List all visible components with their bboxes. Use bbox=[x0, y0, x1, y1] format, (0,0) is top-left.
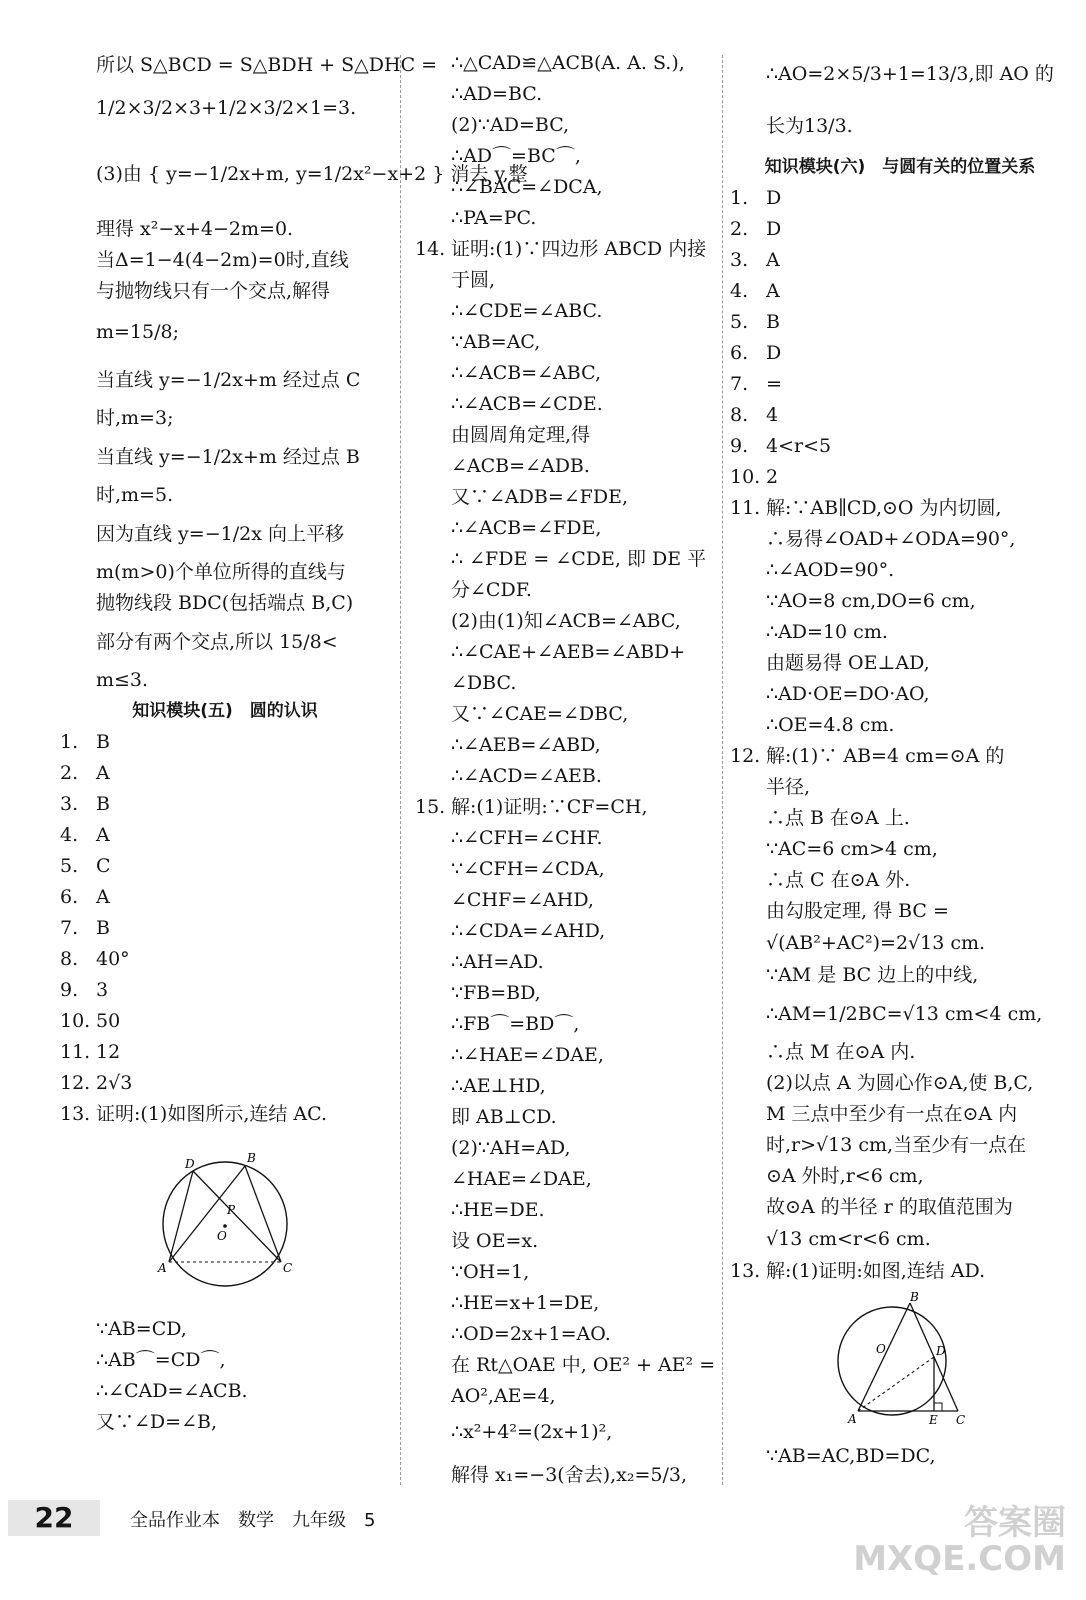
text-line bbox=[730, 586, 1070, 617]
line-text: 知识模块(五) 圆的认识 bbox=[132, 701, 318, 721]
figure-wrap bbox=[60, 1134, 390, 1314]
text-line bbox=[415, 110, 725, 141]
line-text: D bbox=[766, 218, 782, 240]
line-text: ∴∠CDA=∠AHD, bbox=[451, 920, 606, 942]
text-line bbox=[60, 882, 390, 913]
label-A: A bbox=[158, 1261, 167, 1275]
line-text: ∴HE=DE. bbox=[451, 1199, 545, 1221]
line-text: ∠CHF=∠AHD, bbox=[451, 889, 594, 911]
line-text: ∵AB=CD, bbox=[96, 1318, 187, 1340]
line-text: ∴点 C 在⊙A 外. bbox=[766, 869, 911, 891]
section-heading bbox=[730, 152, 1070, 183]
line-text: 长为13/3. bbox=[766, 115, 853, 137]
question-number: 1. bbox=[60, 731, 79, 753]
line-text: 又∵∠ADB=∠FDE, bbox=[451, 486, 629, 508]
text-line bbox=[60, 214, 390, 245]
watermark-line-2: MXQE.COM bbox=[853, 1539, 1066, 1579]
text-line bbox=[415, 1350, 725, 1381]
text-line bbox=[415, 451, 725, 482]
question-number: 14. bbox=[415, 238, 446, 260]
text-line bbox=[730, 369, 1070, 400]
line-text: ∵FB=BD, bbox=[451, 982, 541, 1004]
text-line bbox=[730, 1223, 1070, 1256]
text-line bbox=[415, 823, 725, 854]
question-number: 2. bbox=[730, 218, 749, 240]
label-E: E bbox=[929, 1413, 938, 1427]
text-line bbox=[730, 183, 1070, 214]
text-line bbox=[60, 820, 390, 851]
line-text: C bbox=[96, 855, 111, 877]
text-line bbox=[60, 1376, 390, 1407]
line-text: ∵OH=1, bbox=[451, 1261, 530, 1283]
text-line bbox=[60, 619, 390, 665]
text-line bbox=[60, 307, 390, 357]
question-number: 13. bbox=[730, 1260, 761, 1282]
text-line bbox=[730, 803, 1070, 834]
text-line bbox=[730, 245, 1070, 276]
line-text: ∴点 M 在⊙A 内. bbox=[766, 1041, 916, 1063]
line-text: ∵AB=AC, bbox=[451, 331, 541, 353]
text-line bbox=[730, 48, 1070, 100]
line-text: 当直线 y=−1/2x+m 经过点 C bbox=[96, 369, 361, 391]
text-line bbox=[730, 741, 1070, 772]
line-text: = bbox=[766, 373, 782, 395]
label-C: C bbox=[283, 1261, 293, 1275]
text-line bbox=[730, 307, 1070, 338]
line-text: ∴易得∠OAD+∠ODA=90°, bbox=[766, 528, 1016, 550]
line-text: ∴∠CAD=∠ACB. bbox=[96, 1380, 248, 1402]
line-text: ∴∠AEB=∠ABD, bbox=[451, 734, 601, 756]
line-text: (2)由(1)知∠ACB=∠ABC, bbox=[451, 610, 681, 632]
text-line bbox=[415, 1226, 725, 1257]
question-number: 9. bbox=[730, 435, 749, 457]
text-line bbox=[415, 1040, 725, 1071]
line-text: 50 bbox=[96, 1010, 121, 1032]
text-line bbox=[60, 944, 390, 975]
text-line bbox=[730, 276, 1070, 307]
text-line bbox=[60, 588, 390, 619]
label-D: D bbox=[936, 1344, 946, 1358]
line-text: ∴PA=PC. bbox=[451, 207, 537, 229]
text-line bbox=[730, 960, 1070, 991]
line-text: A bbox=[766, 280, 780, 302]
line-text: AO²,AE=4, bbox=[451, 1385, 556, 1407]
text-line bbox=[730, 431, 1070, 462]
text-line bbox=[60, 975, 390, 1006]
text-line bbox=[415, 606, 725, 637]
question-number: 4. bbox=[60, 824, 79, 846]
line-text: ∴点 B 在⊙A 上. bbox=[766, 807, 910, 829]
question-number: 11. bbox=[730, 497, 761, 519]
line-text: (2)∵AH=AD, bbox=[451, 1137, 571, 1159]
text-line bbox=[60, 434, 390, 480]
text-line bbox=[60, 1345, 390, 1376]
line-text: ∴AM=1/2BC=√13 cm<4 cm, bbox=[766, 1003, 1043, 1025]
column-3 bbox=[730, 48, 1070, 1472]
question-number: 8. bbox=[60, 948, 79, 970]
label-B: B bbox=[910, 1291, 919, 1304]
column-divider-1 bbox=[400, 55, 401, 1485]
text-line bbox=[415, 48, 725, 79]
line-text: 部分有两个交点,所以 15/8< bbox=[96, 631, 338, 653]
line-text: ∴AO=2×5/3+1=13/3,即 AO 的 bbox=[766, 63, 1054, 85]
line-text: 由勾股定理, 得 BC = bbox=[766, 900, 949, 922]
line-text: 抛物线段 BDC(包括端点 B,C) bbox=[96, 592, 354, 614]
line-text: ∴∠HAE=∠DAE, bbox=[451, 1044, 604, 1066]
text-line bbox=[415, 1452, 725, 1498]
text-line bbox=[60, 403, 390, 434]
text-line bbox=[415, 947, 725, 978]
line-text: ∴∠CFH=∠CHF. bbox=[451, 827, 603, 849]
line-text: A bbox=[766, 249, 780, 271]
text-line bbox=[730, 648, 1070, 679]
line-text: A bbox=[96, 886, 110, 908]
label-O: O bbox=[217, 1229, 227, 1243]
text-line bbox=[415, 327, 725, 358]
line-text: ∴∠BAC=∠DCA, bbox=[451, 176, 603, 198]
line-text: ∴ ∠FDE = ∠CDE, 即 DE 平 bbox=[451, 548, 707, 570]
text-line bbox=[415, 265, 725, 296]
text-line bbox=[415, 699, 725, 730]
line-text: ∴AH=AD. bbox=[451, 951, 544, 973]
text-line bbox=[415, 1319, 725, 1350]
label-P: P bbox=[227, 1203, 236, 1217]
text-line bbox=[415, 1195, 725, 1226]
line-text: m≤3. bbox=[96, 669, 149, 691]
line-text: ∴AD⌒=BC⌒, bbox=[451, 145, 581, 167]
text-line bbox=[60, 1314, 390, 1345]
text-line bbox=[730, 1068, 1070, 1099]
line-text: ⊙A 外时,r<6 cm, bbox=[766, 1165, 924, 1187]
line-text: 由圆周角定理,得 bbox=[451, 424, 591, 446]
line-text: 设 OE=x. bbox=[451, 1230, 539, 1252]
text-line bbox=[415, 203, 725, 234]
question-number: 15. bbox=[415, 796, 446, 818]
text-line bbox=[730, 1161, 1070, 1192]
question-number: 5. bbox=[730, 311, 749, 333]
text-line bbox=[415, 1164, 725, 1195]
text-line bbox=[415, 885, 725, 916]
question-number: 12. bbox=[60, 1072, 91, 1094]
line-text: 理得 x²−x+4−2m=0. bbox=[96, 218, 294, 240]
line-text: B bbox=[96, 917, 110, 939]
text-line bbox=[60, 913, 390, 944]
text-line bbox=[60, 276, 390, 307]
line-text: ∴AE⊥HD, bbox=[451, 1075, 546, 1097]
line-text: 时,m=3; bbox=[96, 407, 174, 429]
text-line bbox=[415, 1133, 725, 1164]
line-text: 分∠CDF. bbox=[451, 579, 532, 601]
text-line bbox=[415, 482, 725, 513]
text-line bbox=[60, 557, 390, 588]
text-line bbox=[60, 789, 390, 820]
text-line bbox=[415, 637, 725, 668]
line-text: ∠ACB=∠ADB. bbox=[451, 455, 590, 477]
line-text: 时,r>√13 cm,当至少有一点在 bbox=[766, 1134, 1027, 1156]
line-text: 当直线 y=−1/2x+m 经过点 B bbox=[96, 446, 360, 468]
text-line bbox=[730, 338, 1070, 369]
text-line bbox=[60, 758, 390, 789]
section-heading bbox=[60, 696, 390, 727]
text-line bbox=[60, 1037, 390, 1068]
line-text: ∵AC=6 cm>4 cm, bbox=[766, 838, 938, 860]
text-line bbox=[415, 513, 725, 544]
text-line bbox=[415, 79, 725, 110]
line-text: ∴FB⌒=BD⌒, bbox=[451, 1013, 580, 1035]
line-text: ∴x²+4²=(2x+1)², bbox=[451, 1421, 613, 1443]
text-line bbox=[60, 1099, 390, 1130]
line-text: 3 bbox=[96, 979, 109, 1001]
figure-wrap bbox=[730, 1291, 1070, 1441]
line-text: B bbox=[96, 731, 110, 753]
line-text: 与抛物线只有一个交点,解得 bbox=[96, 280, 331, 302]
text-line bbox=[730, 710, 1070, 741]
text-line bbox=[415, 1009, 725, 1040]
line-text: 由题易得 OE⊥AD, bbox=[766, 652, 930, 674]
text-line bbox=[730, 1099, 1070, 1130]
text-line bbox=[60, 48, 438, 82]
text-line bbox=[730, 214, 1070, 245]
line-text: M 三点中至少有一点在⊙A 内 bbox=[766, 1103, 1018, 1125]
label-B: B bbox=[247, 1151, 256, 1165]
line-text: ∵AM 是 BC 边上的中线, bbox=[766, 964, 979, 986]
question-number: 10. bbox=[60, 1010, 91, 1032]
text-line bbox=[730, 1037, 1070, 1068]
text-line bbox=[415, 1412, 725, 1452]
line-text: ∴∠CDE=∠ABC. bbox=[451, 300, 603, 322]
line-text: ∴∠ACD=∠AEB. bbox=[451, 765, 602, 787]
line-text: ∴∠ACB=∠ABC, bbox=[451, 362, 602, 384]
line-text: 解:(1)证明:如图,连结 AD. bbox=[766, 1260, 986, 1282]
question-number: 4. bbox=[730, 280, 749, 302]
text-line bbox=[730, 555, 1070, 586]
question-number: 5. bbox=[60, 855, 79, 877]
text-line bbox=[415, 1071, 725, 1102]
text-line bbox=[60, 82, 390, 134]
line-text: ∵AO=8 cm,DO=6 cm, bbox=[766, 590, 976, 612]
text-line bbox=[415, 1288, 725, 1319]
question-number: 13. bbox=[60, 1103, 91, 1125]
circle-figure-13 bbox=[155, 1134, 295, 1304]
line-text: 证明:(1)如图所示,连结 AC. bbox=[96, 1103, 328, 1125]
text-line bbox=[415, 141, 725, 172]
question-number: 3. bbox=[730, 249, 749, 271]
text-line bbox=[415, 420, 725, 451]
text-line bbox=[415, 978, 725, 1009]
text-line bbox=[415, 854, 725, 885]
line-text: ∴∠AOD=90°. bbox=[766, 559, 895, 581]
line-text: 解得 x₁=−3(舍去),x₂=5/3, bbox=[451, 1464, 688, 1486]
text-line bbox=[730, 896, 1070, 927]
line-text: 当Δ=1−4(4−2m)=0时,直线 bbox=[96, 249, 349, 271]
line-text: D bbox=[766, 187, 782, 209]
text-line bbox=[415, 358, 725, 389]
line-text: 又∵∠CAE=∠DBC, bbox=[451, 703, 629, 725]
circle-figure-13b bbox=[830, 1291, 970, 1431]
line-text: 时,m=5. bbox=[96, 484, 174, 506]
text-line bbox=[730, 927, 1070, 960]
line-text: 2 bbox=[766, 466, 779, 488]
line-text: (2)∵AD=BC, bbox=[451, 114, 570, 136]
line-text: ∴△CAD≌△ACB(A. A. S.), bbox=[451, 52, 685, 74]
line-text: A bbox=[96, 824, 110, 846]
line-text: 因为直线 y=−1/2x 向上平移 bbox=[96, 523, 344, 545]
text-line bbox=[60, 665, 390, 696]
watermark-line-1: 答案圈 bbox=[964, 1503, 1066, 1543]
text-line bbox=[415, 730, 725, 761]
question-number: 7. bbox=[60, 917, 79, 939]
line-text: 解:∵AB∥CD,⊙O 为内切圆, bbox=[766, 497, 1002, 519]
text-line bbox=[730, 1130, 1070, 1161]
label-O: O bbox=[876, 1342, 886, 1356]
text-line bbox=[730, 1441, 1070, 1472]
question-number: 8. bbox=[730, 404, 749, 426]
line-text: ∴∠CAE+∠AEB=∠ABD+ bbox=[451, 641, 686, 663]
text-line bbox=[60, 511, 390, 557]
line-text: B bbox=[96, 793, 110, 815]
line-text: ∴∠ACB=∠CDE. bbox=[451, 393, 603, 415]
label-C: C bbox=[956, 1413, 966, 1427]
line-text: ∠HAE=∠DAE, bbox=[451, 1168, 592, 1190]
line-text: m(m>0)个单位所得的直线与 bbox=[96, 561, 346, 583]
text-line bbox=[415, 761, 725, 792]
line-text: ∴OD=2x+1=AO. bbox=[451, 1323, 611, 1345]
line-text: 在 Rt△OAE 中, OE² + AE² = bbox=[451, 1354, 716, 1376]
line-text: √13 cm<r<6 cm. bbox=[766, 1228, 931, 1250]
line-text: (3)由 { y=−1/2x+m, y=1/2x²−x+2 } 消去 y,整 bbox=[96, 163, 528, 185]
text-line bbox=[730, 1192, 1070, 1223]
text-line bbox=[60, 245, 390, 276]
text-line bbox=[415, 792, 725, 823]
book-title: 全品作业本 数学 九年级 5 bbox=[130, 1510, 376, 1531]
line-text: m=15/8; bbox=[96, 321, 180, 343]
text-line bbox=[60, 480, 390, 511]
text-line bbox=[415, 389, 725, 420]
line-text: 解:(1)证明:∵CF=CH, bbox=[451, 796, 648, 818]
text-line bbox=[730, 1256, 1070, 1287]
question-number: 10. bbox=[730, 466, 761, 488]
line-text: 半径, bbox=[766, 776, 811, 798]
line-text: ∵∠CFH=∠CDA, bbox=[451, 858, 605, 880]
text-line bbox=[60, 357, 390, 403]
line-text: D bbox=[766, 342, 782, 364]
text-line bbox=[415, 544, 725, 575]
text-line bbox=[415, 575, 725, 606]
line-text: 4 bbox=[766, 404, 779, 426]
question-number: 7. bbox=[730, 373, 749, 395]
question-number: 11. bbox=[60, 1041, 91, 1063]
text-line bbox=[730, 834, 1070, 865]
watermark bbox=[853, 1505, 1066, 1577]
text-line bbox=[415, 668, 725, 699]
line-text: 证明:(1)∵四边形 ABCD 内接 bbox=[451, 238, 707, 260]
text-line bbox=[730, 524, 1070, 555]
text-line bbox=[730, 462, 1070, 493]
line-text: ∴AD=10 cm. bbox=[766, 621, 888, 643]
text-line bbox=[730, 679, 1070, 710]
label-D: D bbox=[185, 1157, 195, 1171]
question-number: 9. bbox=[60, 979, 79, 1001]
line-text: ∴AD·OE=DO·AO, bbox=[766, 683, 930, 705]
text-line bbox=[60, 1068, 390, 1099]
text-line bbox=[415, 1381, 725, 1412]
line-text: 又∵∠D=∠B, bbox=[96, 1411, 217, 1433]
text-line bbox=[415, 916, 725, 947]
line-text: ∴AD=BC. bbox=[451, 83, 543, 105]
line-text: 于圆, bbox=[451, 269, 496, 291]
label-A: A bbox=[848, 1412, 857, 1426]
line-text: 所以 S△BCD = S△BDH + S△DHC = bbox=[96, 54, 438, 76]
line-text: B bbox=[766, 311, 780, 333]
line-text: 即 AB⊥CD. bbox=[451, 1106, 557, 1128]
text-line bbox=[60, 1407, 390, 1438]
line-text: ∴∠ACB=∠FDE, bbox=[451, 517, 602, 539]
line-text: 2√3 bbox=[96, 1072, 133, 1094]
text-line bbox=[415, 234, 725, 265]
text-line bbox=[415, 1257, 725, 1288]
line-text: 1/2×3/2×3+1/2×3/2×1=3. bbox=[96, 97, 357, 119]
line-text: 知识模块(六) 与圆有关的位置关系 bbox=[764, 157, 1036, 177]
line-text: 解:(1)∵ AB=4 cm=⊙A 的 bbox=[766, 745, 1005, 767]
line-text: 4<r<5 bbox=[766, 435, 832, 457]
question-number: 1. bbox=[730, 187, 749, 209]
question-number: 12. bbox=[730, 745, 761, 767]
text-line bbox=[730, 991, 1070, 1037]
line-text: 12 bbox=[96, 1041, 121, 1063]
line-text: 40° bbox=[96, 948, 130, 970]
line-text: A bbox=[96, 762, 110, 784]
text-line bbox=[730, 772, 1070, 803]
text-line bbox=[60, 727, 390, 758]
line-text: (2)以点 A 为圆心作⊙A,使 B,C, bbox=[766, 1072, 1034, 1094]
page-number: 22 bbox=[8, 1500, 100, 1536]
text-line bbox=[60, 1006, 390, 1037]
text-line bbox=[60, 851, 390, 882]
text-line bbox=[415, 1102, 725, 1133]
text-line bbox=[415, 296, 725, 327]
question-number: 6. bbox=[60, 886, 79, 908]
question-number: 2. bbox=[60, 762, 79, 784]
text-line bbox=[730, 617, 1070, 648]
column-2 bbox=[415, 48, 725, 1498]
text-line bbox=[730, 100, 1070, 152]
text-line bbox=[730, 400, 1070, 431]
question-number: 3. bbox=[60, 793, 79, 815]
line-text: ∠DBC. bbox=[451, 672, 517, 694]
line-text: 故⊙A 的半径 r 的取值范围为 bbox=[766, 1196, 1013, 1218]
line-text: ∴OE=4.8 cm. bbox=[766, 714, 895, 736]
line-text: √(AB²+AC²)=2√13 cm. bbox=[766, 932, 986, 954]
text-line bbox=[730, 865, 1070, 896]
line-text: ∴AB⌒=CD⌒, bbox=[96, 1349, 226, 1371]
text-line bbox=[415, 172, 725, 203]
question-number: 6. bbox=[730, 342, 749, 364]
line-text: ∵AB=AC,BD=DC, bbox=[766, 1445, 936, 1467]
line-text: ∴HE=x+1=DE, bbox=[451, 1292, 600, 1314]
text-line bbox=[730, 493, 1070, 524]
